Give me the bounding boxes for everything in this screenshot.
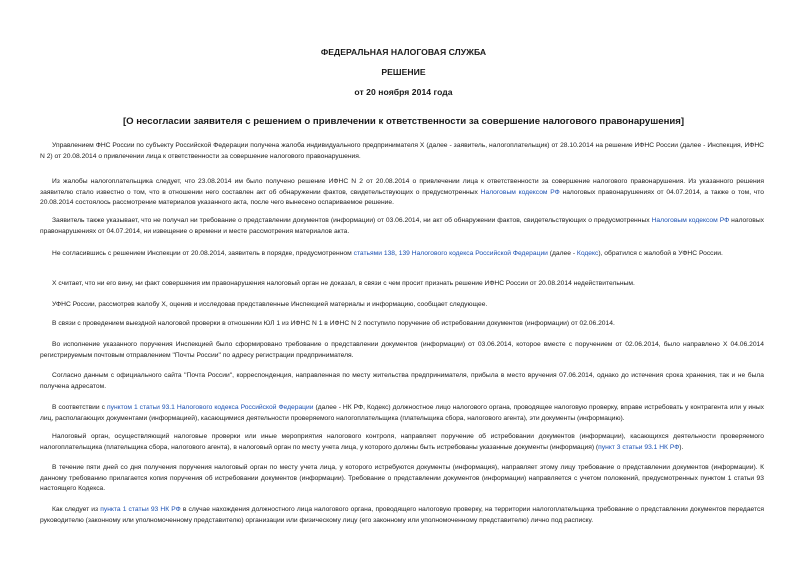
article-138-link[interactable]: статьями 138 xyxy=(353,250,396,257)
paragraph-6: УФНС России, рассмотрев жалобу X, оценив и исследовав представленные Инспекцией материалы и информацию, сообщает следующее. xyxy=(52,301,488,308)
paragraph-4-text-mid: (далее - xyxy=(547,250,577,257)
paragraph-13 xyxy=(40,505,764,526)
paragraph-4-text-end: ), обратился с жалобой в УФНС России. xyxy=(598,250,723,257)
paragraph-3-text-end: налоговых правонарушениях от 04.07.2014, ни извещение о времени и месте рассмотрения материалов акта. xyxy=(40,217,764,235)
paragraph-2 xyxy=(40,177,764,209)
tax-code-link[interactable]: Налоговым кодексом РФ xyxy=(651,217,730,224)
paragraph-3 xyxy=(40,216,764,237)
paragraph-12: В течение пяти дней со дня получения поручения налоговый орган по месту учета лица, у которого истребуются документы (информация), направляет этому лицу требование о представлении документов (информации). К данному требованию прилагается копия поручения об истребовании документов (информации). Требование о представлении документов (информации) направляется с учетом положений, предусмотренных пунктом 1 статьи 93 настоящего Кодекса. xyxy=(40,464,764,493)
document-type: РЕШЕНИЕ xyxy=(381,67,426,77)
code-link[interactable]: Кодекс xyxy=(576,250,599,257)
article-93-1-link[interactable]: пунктом 1 статьи 93.1 Налогового кодекса Российской Федерации xyxy=(106,404,314,411)
article-93-link[interactable]: пункта 1 статьи 93 НК РФ xyxy=(100,506,181,513)
paragraph-10-text-end: (далее - НК РФ, Кодекс) должностное лицо налогового органа, проводящее налоговую проверку, вправе истребовать у контрагента или у иных лиц, располагающих документами (информацией), касающимися деятельности проверяемого налогоплательщика (плательщика сбора, налогового агента), эти документы (информацию). xyxy=(40,404,764,422)
paragraph-10 xyxy=(40,403,764,424)
paragraph-10-text: В соответствии с xyxy=(52,404,107,411)
document-subject: [О несогласии заявителя с решением о привлечении к ответственности за совершение налогового правонарушения] xyxy=(122,116,685,127)
paragraph-4-text: Не согласившись с решением Инспекции от 20.08.2014, заявитель в порядке, предусмотренном xyxy=(52,250,354,257)
article-93-1-item-3-link[interactable]: пункт 3 статьи 93.1 НК РФ xyxy=(598,443,680,451)
paragraph-2-text: Из жалобы налогоплательщика следует, что 23.08.2014 им было получено решение ИФНС N 2 от 20.08.2014 о привлечении лица к ответственности за совершение налогового правонарушения. Из указанного решения заявителю стало известно о том, что в отношении него составлен акт об обнаружении фактов, свидетельствующих о предусмотренных xyxy=(40,178,764,196)
paragraph-11-text-end: ). xyxy=(679,443,684,451)
paragraph-11 xyxy=(40,432,764,453)
paragraph-3-text: Заявитель также указывает, что не получал ни требование о представлении документов (информации) от 03.06.2014, ни акт об обнаружении фактов, свидетельствующих о предусмотренных xyxy=(52,217,652,224)
paragraph-13-text-end: в случае нахождения должностного лица налогового органа, проводящего налоговую проверку, на территории налогоплательщика требование о представлении документов передается руководителю (законному или уполномоченному представителю) организации или физическому лицу (его законному или уполномоченному представителю) лично под расписку. xyxy=(40,506,764,524)
paragraph-9: Согласно данным с официального сайта "Почта России", корреспонденция, направленная по месту жительства предпринимателя, прибыла в место вручения 07.06.2014, однако до истечения срока хранения, так и не была получена адресатом. xyxy=(40,372,764,390)
paragraph-4-separator: , xyxy=(395,250,399,257)
paragraph-8: Во исполнение указанного поручения Инспекцией было сформировано требование о представлении документов (информации) от 03.06.2014, которое вместе с поручением от 02.06.2014, было направлено X 04.06.2014 регистрируемым почтовым отправлением "Почты России" по адресу регистрации предпринимателя. xyxy=(40,341,764,359)
agency-title: ФЕДЕРАЛЬНАЯ НАЛОГОВАЯ СЛУЖБА xyxy=(320,47,487,57)
paragraph-7: В связи с проведением выездной налоговой проверки в отношении ЮЛ 1 из ИФНС N 1 в ИФНС N 2 поступило поручение об истребовании документов (информации) от 02.06.2014. xyxy=(52,320,615,327)
article-139-link[interactable]: 139 Налогового кодекса Российской Федерации xyxy=(398,250,548,257)
paragraph-4 xyxy=(40,249,764,260)
paragraph-5: X считает, что ни его вину, ни факт совершения им правонарушения налоговый орган не доказал, в связи с чем просит признать решение ИФНС России от 20.08.2014 недействительным. xyxy=(52,280,635,287)
tax-code-link[interactable]: Налоговым кодексом РФ xyxy=(480,188,560,196)
paragraph-11-text: Налоговый орган, осуществляющий налоговые проверки или иные мероприятия налогового контроля, направляет поручение об истребовании документов (информации), касающихся деятельности проверяемого налогоплательщика (плательщика сбора, налогового агента), в налоговый орган по месту учета лица, у которого должны быть истребованы указанные документы (информация) ( xyxy=(40,433,764,451)
paragraph-2-text-end: налоговых правонарушениях от 04.07.2014, а также о том, что 20.08.2014 состоялось рассмотрение материалов указанного акта, после чего вынесено оспариваемое решение. xyxy=(40,188,764,207)
paragraph-1: Управлением ФНС России по субъекту Российской Федерации получена жалоба индивидуального предпринимателя X (далее - заявитель, налогоплательщик) от 28.10.2014 на решение ИФНС России (далее - Инспекция, ИФНС N 2) от 20.08.2014 о привлечении лица к ответственности за совершение налогового правонарушения. xyxy=(40,142,764,160)
document-date: от 20 ноября 2014 года xyxy=(354,87,453,97)
paragraph-13-text: Как следует из xyxy=(52,506,101,513)
